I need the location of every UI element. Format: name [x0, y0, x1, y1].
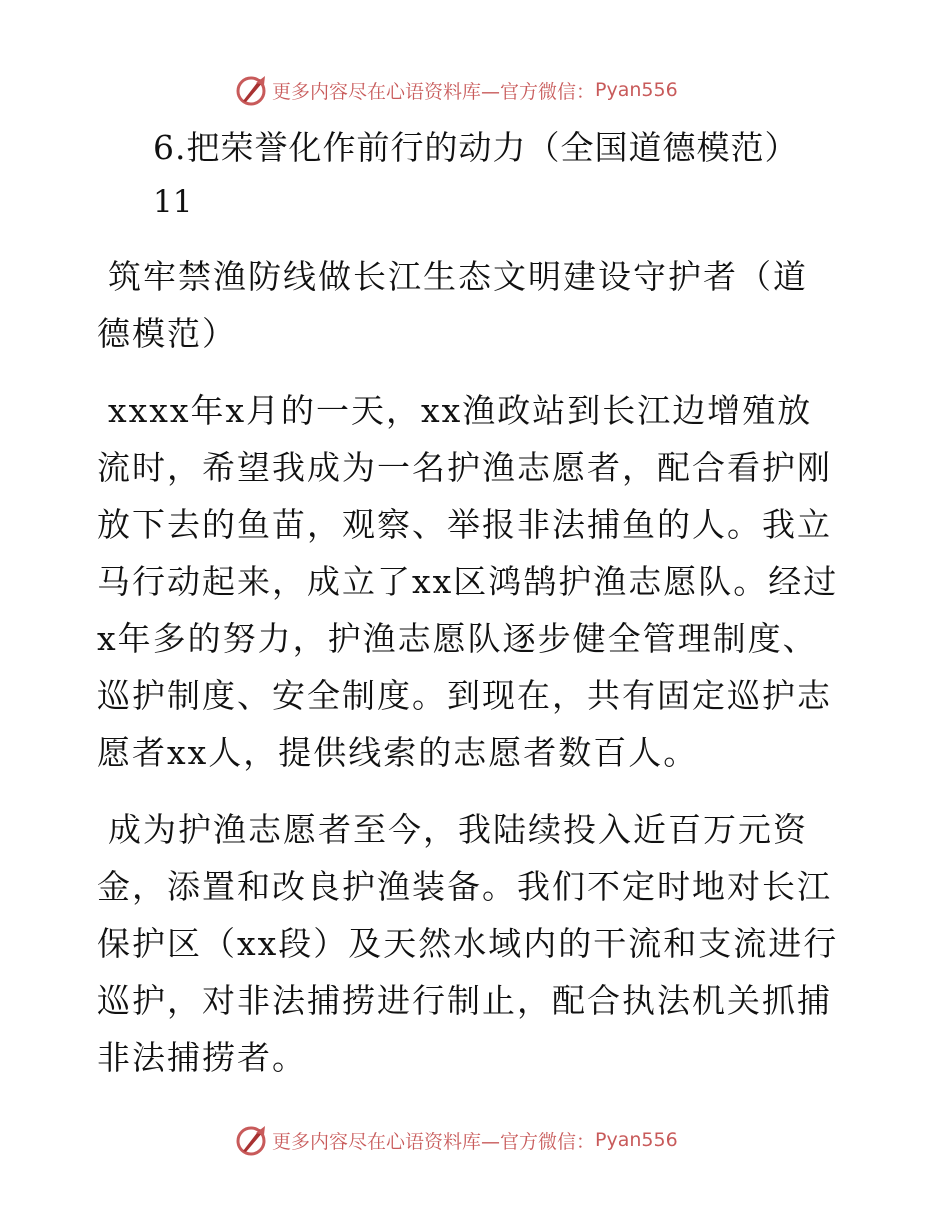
- watermark-contact: Pyan556: [595, 79, 678, 101]
- watermark-footer: [234, 1120, 754, 1160]
- page-number: 11: [153, 184, 193, 220]
- watermark-text: 更多内容尽在心语资料库—官方微信：: [272, 1130, 596, 1153]
- watermark-header: [234, 70, 754, 110]
- page-title: 6.把荣誉化作前行的动力（全国道德模范）: [153, 128, 799, 167]
- paragraph-1: xxxx年x月的一天，xx渔政站到长江边增殖放流时，希望我成为一名护渔志愿者，配合看护刚放下去的鱼苗，观察、举报非法捕鱼的人。我立马行动起来，成立了xx区鸿鹄护渔志愿队。经过x年多的努力，护渔志愿队逐步健全管理制度、巡护制度、安全制度。到现在，共有固定巡护志愿者xx人，提供线索的志愿者数百人。: [97, 391, 839, 772]
- paragraph-2: 成为护渔志愿者至今，我陆续投入近百万元资金，添置和改良护渔装备。我们不定时地对长江保护区（xx段）及天然水域内的干流和支流进行巡护，对非法捕捞进行制止，配合执法机关抓捕非法捕捞者。: [97, 810, 839, 1077]
- watermark-contact: Pyan556: [595, 1129, 678, 1151]
- quill-logo-icon: [234, 73, 268, 107]
- quill-logo-icon: [234, 1123, 268, 1157]
- article-subtitle: 筑牢禁渔防线做长江生态文明建设守护者（道德模范）: [97, 257, 808, 353]
- document-body: [97, 120, 857, 1106]
- watermark-text: 更多内容尽在心语资料库—官方微信：: [272, 80, 596, 103]
